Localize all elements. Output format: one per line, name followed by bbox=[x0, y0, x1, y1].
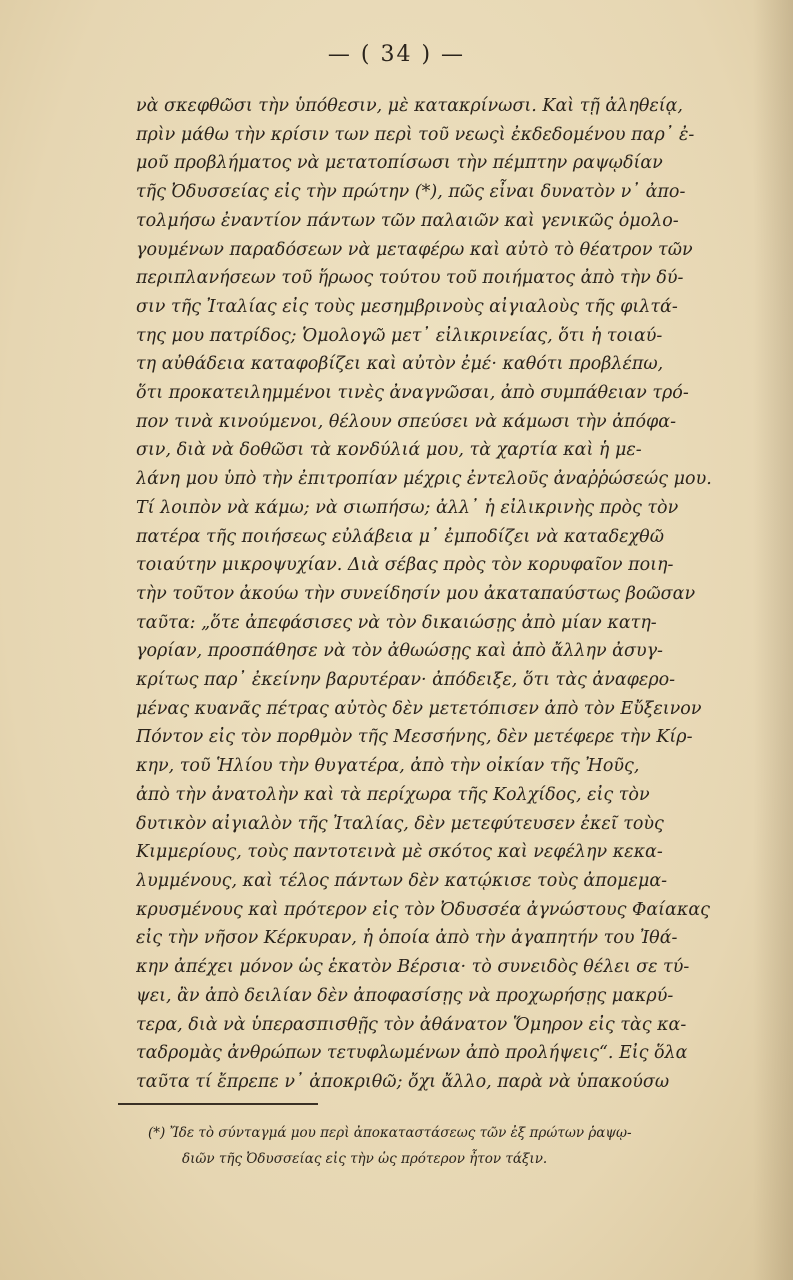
text-line: γορίαν, προσπάθησε νὰ τὸν ἀθωώσῃς καὶ ἀπὸ ἄλλην ἀσυγ- bbox=[136, 641, 663, 662]
text-line: περιπλανήσεων τοῦ ἥρωος τούτου τοῦ ποιήματος ἀπὸ τὴν δύ- bbox=[136, 268, 684, 289]
text-line: κην ἀπέχει μόνον ὡς ἑκατὸν Βέρσια· τὸ συνειδὸς θέλει σε τύ- bbox=[136, 957, 690, 978]
text-line: κρίτως παρ᾽ ἐκείνην βαρυτέραν· ἀπόδειξε, ὅτι τὰς ἀναφερο- bbox=[136, 670, 676, 691]
text-line: Τί λοιπὸν νὰ κάμω; νὰ σιωπήσω; ἀλλ᾽ ἡ εἰλικρινὴς πρὸς τὸν bbox=[136, 497, 679, 518]
text-line: εἰς τὴν νῆσον Κέρκυραν, ἡ ὁποία ἀπὸ τὴν ἀγαπητήν του Ἰθά- bbox=[136, 928, 678, 949]
text-line: της μου πατρίδος; Ὁμολογῶ μετ᾽ εἰλικρινείας, ὅτι ἡ τοιαύ- bbox=[136, 325, 663, 346]
body-text bbox=[136, 92, 768, 1097]
text-line: νὰ σκεφθῶσι τὴν ὑπόθεσιν, μὲ κατακρίνωσι. Καὶ τῇ ἀληθείᾳ, bbox=[136, 96, 683, 116]
page-number: — ( 34 ) — bbox=[327, 42, 466, 67]
text-line: δυτικὸν αἰγιαλὸν τῆς Ἰταλίας, δὲν μετεφύτευσεν ἐκεῖ τοὺς bbox=[136, 813, 664, 834]
text-line: τη αὐθάδεια καταφοβίζει καὶ αὐτὸν ἐμέ· καθότι προβλέπω, bbox=[136, 354, 664, 375]
text-line: τὴν τοῦτον ἀκούω τὴν συνείδησίν μου ἀκαταπαύστως βοῶσαν bbox=[136, 583, 696, 604]
text-line: ταῦτα τί ἔπρεπε ν᾽ ἀποκριθῶ; ὄχι ἄλλο, παρὰ νὰ ὑπακούσω bbox=[136, 1071, 670, 1092]
text-line: μένας κυανᾶς πέτρας αὐτὸς δὲν μετετόπισεν ἀπὸ τὸν Εὔξεινον bbox=[136, 698, 702, 719]
text-line: κην, τοῦ Ἡλίου τὴν θυγατέρα, ἀπὸ τὴν οἰκίαν τῆς Ἠοῦς, bbox=[136, 756, 640, 777]
text-line: τῆς Ὀδυσσείας εἰς τὴν πρώτην (*), πῶς εἶναι δυνατὸν ν᾽ ἀπο- bbox=[136, 182, 686, 203]
text-line: κρυσμένους καὶ πρότερον εἰς τὸν Ὀδυσσέα ἀγνώστους Φαίακας bbox=[136, 899, 710, 920]
text-line: λάνη μου ὑπὸ τὴν ἐπιτροπίαν μέχρις ἐντελοῦς ἀναῤῥώσεώς μου. bbox=[136, 469, 712, 490]
text-line: ἀπὸ τὴν ἀνατολὴν καὶ τὰ περίχωρα τῆς Κολχίδος, εἰς τὸν bbox=[136, 784, 650, 805]
text-line: ταδρομὰς ἀνθρώπων τετυφλωμένων ἀπὸ προλήψεις“. Εἰς ὅλα bbox=[136, 1043, 688, 1064]
footnote-divider bbox=[118, 1103, 318, 1105]
text-line: ταῦτα: „ὅτε ἀπεφάσισες νὰ τὸν δικαιώσῃς ἀπὸ μίαν κατη- bbox=[136, 612, 657, 633]
text-line: λυμμένους, καὶ τέλος πάντων δὲν κατῴκισε τοὺς ἀπομεμα- bbox=[136, 870, 668, 891]
text-line: πον τινὰ κινούμενοι, θέλουν σπεύσει νὰ κάμωσι τὴν ἀπόφα- bbox=[136, 411, 677, 432]
text-line: μοῦ προβλήματος νὰ μετατοπίσωσι τὴν πέμπτην ραψῳδίαν bbox=[136, 153, 663, 174]
footnote bbox=[140, 1120, 770, 1172]
text-line: Κιμμερίους, τοὺς παντοτεινὰ μὲ σκότος καὶ νεφέλην κεκα- bbox=[136, 842, 663, 863]
text-line: τερα, διὰ νὰ ὑπερασπισθῇς τὸν ἀθάνατον Ὅμηρον εἰς τὰς κα- bbox=[136, 1014, 687, 1035]
text-line: τολμήσω ἐναντίον πάντων τῶν παλαιῶν καὶ γενικῶς ὁμολο- bbox=[136, 210, 679, 231]
text-line: ὅτι προκατειλημμένοι τινὲς ἀναγνῶσαι, ἀπὸ συμπάθειαν τρό- bbox=[136, 383, 689, 404]
text-line: τοιαύτην μικροψυχίαν. Διὰ σέβας πρὸς τὸν κορυφαῖον ποιη- bbox=[136, 555, 674, 576]
footnote-line: (*) Ἴδε τὸ σύνταγμά μου περὶ ἀποκαταστάσεως τῶν ἐξ πρώτων ῥαψῳ- bbox=[148, 1125, 632, 1141]
text-line: σιν, διὰ νὰ δοθῶσι τὰ κονδύλιά μου, τὰ χαρτία καὶ ἡ με- bbox=[136, 440, 642, 461]
footnote-line: διῶν τῆς Ὀδυσσείας εἰς τὴν ὡς πρότερον ἦτον τάξιν. bbox=[182, 1151, 548, 1167]
text-line: γουμένων παραδόσεων νὰ μεταφέρω καὶ αὐτὸ τὸ θέατρον τῶν bbox=[136, 239, 693, 260]
text-line: Πόντον εἰς τὸν πορθμὸν τῆς Μεσσήνης, δὲν μετέφερε τὴν Κίρ- bbox=[136, 727, 693, 748]
text-line: πρὶν μάθω τὴν κρίσιν των περὶ τοῦ νεωςὶ ἐκδεδομένου παρ᾽ ἐ- bbox=[136, 124, 695, 145]
text-line: ψει, ἂν ἀπὸ δειλίαν δὲν ἀποφασίσῃς νὰ προχωρήσῃς μακρύ- bbox=[136, 985, 674, 1006]
text-line: πατέρα τῆς ποιήσεως εὐλάβεια μ᾽ ἐμποδίζει νὰ καταδεχθῶ bbox=[136, 526, 664, 547]
text-line: σιν τῆς Ἰταλίας εἰς τοὺς μεσημβρινοὺς αἰγιαλοὺς τῆς φιλτά- bbox=[136, 296, 678, 317]
